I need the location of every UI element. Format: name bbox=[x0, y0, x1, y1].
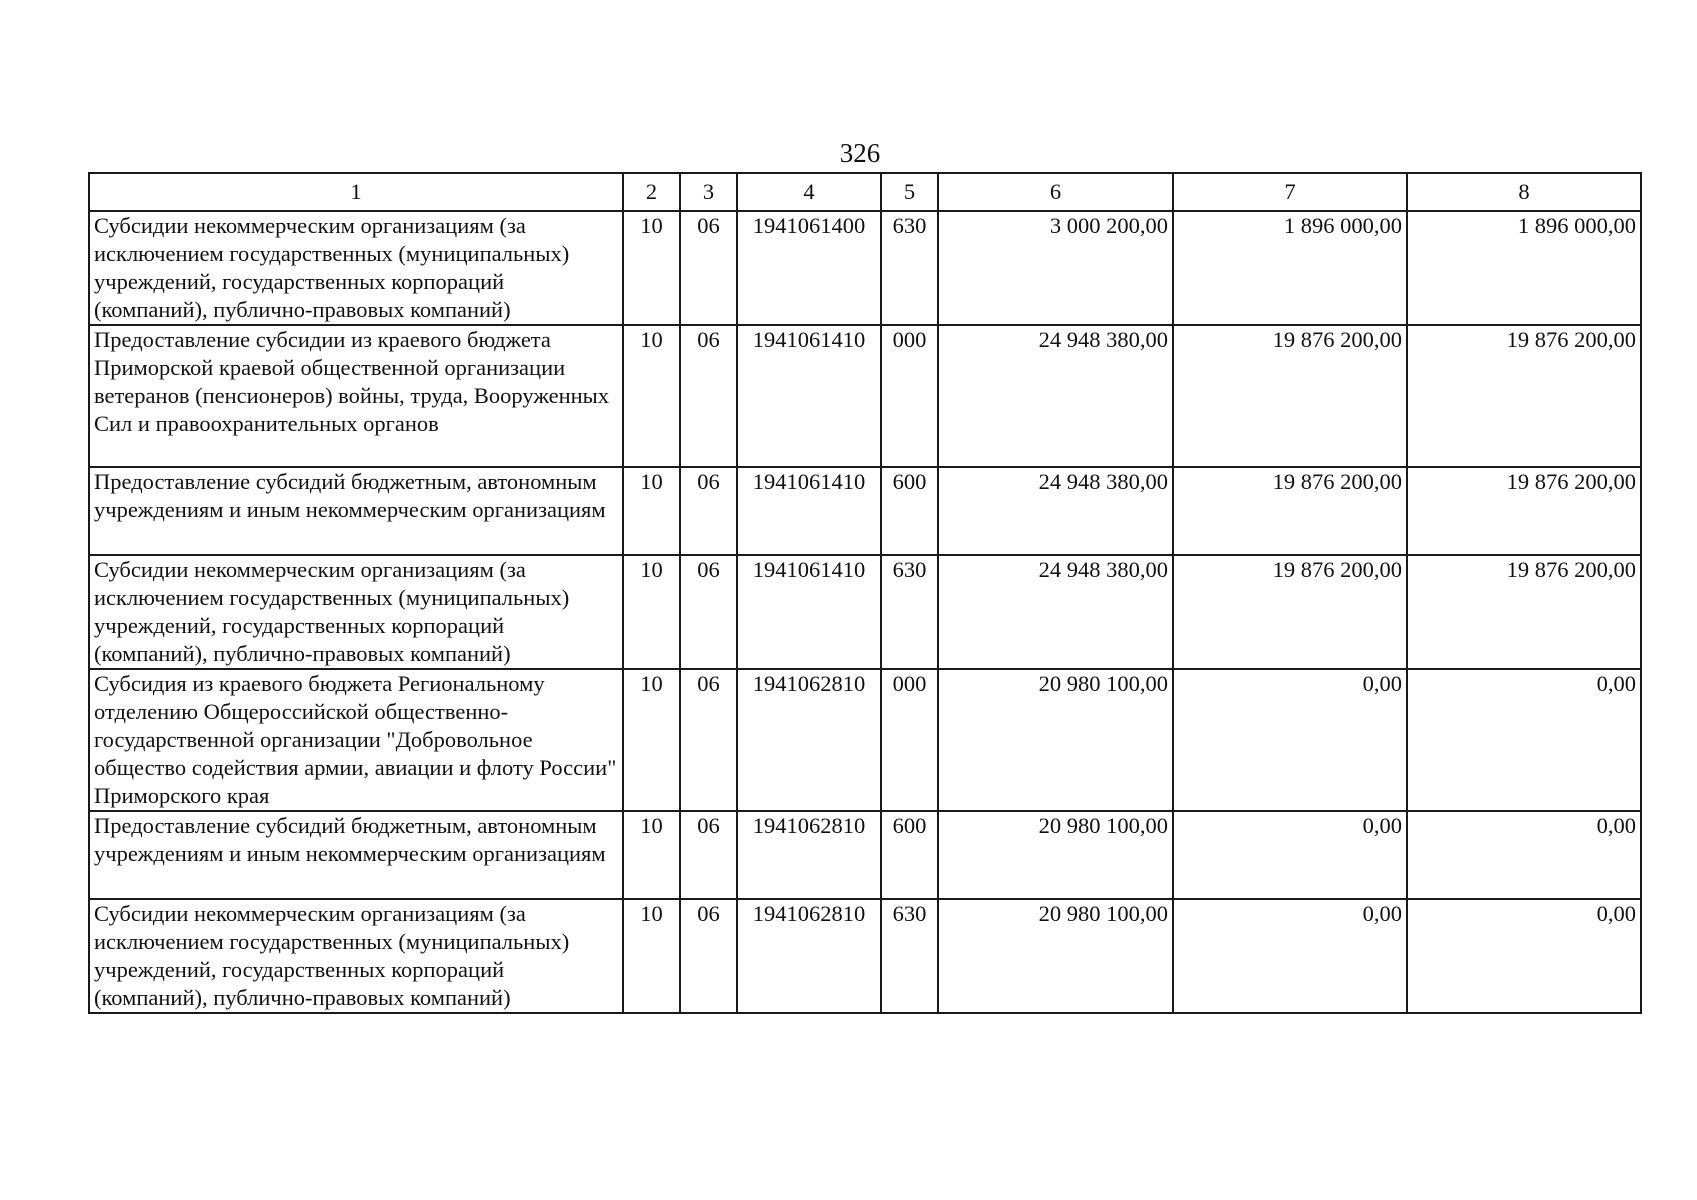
budget-table bbox=[88, 172, 1642, 1014]
column-header: 5 bbox=[881, 173, 938, 211]
expense-type-code: 600 bbox=[881, 467, 938, 555]
amount-col-7: 19 876 200,00 bbox=[1173, 467, 1407, 555]
section-code: 10 bbox=[623, 211, 680, 325]
row-name: Субсидии некоммерческим организациям (за исключением государственных (муниципальных) учреждений, государственных корпораций (компаний), публично-правовых компаний) bbox=[89, 211, 623, 325]
amount-col-7: 1 896 000,00 bbox=[1173, 211, 1407, 325]
subsection-code: 06 bbox=[680, 669, 737, 811]
amount-col-6: 24 948 380,00 bbox=[938, 555, 1173, 669]
row-name: Субсидии некоммерческим организациям (за исключением государственных (муниципальных) учреждений, государственных корпораций (компаний), публично-правовых компаний) bbox=[89, 555, 623, 669]
page-number: 326 bbox=[839, 138, 881, 168]
subsection-code: 06 bbox=[680, 467, 737, 555]
target-article-code: 1941061410 bbox=[737, 555, 881, 669]
amount-col-7: 0,00 bbox=[1173, 899, 1407, 1013]
target-article-code: 1941061410 bbox=[737, 325, 881, 467]
target-article-code: 1941061410 bbox=[737, 467, 881, 555]
amount-col-8: 0,00 bbox=[1407, 811, 1641, 899]
section-code: 10 bbox=[623, 811, 680, 899]
target-article-code: 1941062810 bbox=[737, 669, 881, 811]
amount-col-6: 20 980 100,00 bbox=[938, 899, 1173, 1013]
amount-col-6: 3 000 200,00 bbox=[938, 211, 1173, 325]
expense-type-code: 630 bbox=[881, 211, 938, 325]
amount-col-6: 20 980 100,00 bbox=[938, 811, 1173, 899]
table-row bbox=[89, 325, 1641, 467]
column-header: 8 bbox=[1407, 173, 1641, 211]
row-name: Предоставление субсидий бюджетным, автономным учреждениям и иным некоммерческим организациям bbox=[89, 811, 623, 899]
row-name: Субсидии некоммерческим организациям (за исключением государственных (муниципальных) учреждений, государственных корпораций (компаний), публично-правовых компаний) bbox=[89, 899, 623, 1013]
column-header: 7 bbox=[1173, 173, 1407, 211]
amount-col-8: 19 876 200,00 bbox=[1407, 467, 1641, 555]
subsection-code: 06 bbox=[680, 811, 737, 899]
amount-col-6: 24 948 380,00 bbox=[938, 325, 1173, 467]
amount-col-8: 0,00 bbox=[1407, 899, 1641, 1013]
section-code: 10 bbox=[623, 899, 680, 1013]
amount-col-7: 0,00 bbox=[1173, 669, 1407, 811]
table-header-row bbox=[89, 173, 1641, 211]
expense-type-code: 630 bbox=[881, 899, 938, 1013]
section-code: 10 bbox=[623, 669, 680, 811]
column-header: 3 bbox=[680, 173, 737, 211]
row-name: Предоставление субсидии из краевого бюджета Приморской краевой общественной организации ветеранов (пенсионеров) войны, труда, Вооруженных Сил и правоохранительных органов bbox=[89, 325, 623, 467]
amount-col-7: 19 876 200,00 bbox=[1173, 325, 1407, 467]
target-article-code: 1941061400 bbox=[737, 211, 881, 325]
column-header: 2 bbox=[623, 173, 680, 211]
table-row bbox=[89, 211, 1641, 325]
amount-col-7: 19 876 200,00 bbox=[1173, 555, 1407, 669]
subsection-code: 06 bbox=[680, 555, 737, 669]
subsection-code: 06 bbox=[680, 325, 737, 467]
target-article-code: 1941062810 bbox=[737, 811, 881, 899]
table-row bbox=[89, 467, 1641, 555]
section-code: 10 bbox=[623, 325, 680, 467]
amount-col-8: 19 876 200,00 bbox=[1407, 555, 1641, 669]
table-row bbox=[89, 555, 1641, 669]
amount-col-8: 0,00 bbox=[1407, 669, 1641, 811]
expense-type-code: 000 bbox=[881, 669, 938, 811]
subsection-code: 06 bbox=[680, 211, 737, 325]
expense-type-code: 600 bbox=[881, 811, 938, 899]
amount-col-8: 1 896 000,00 bbox=[1407, 211, 1641, 325]
target-article-code: 1941062810 bbox=[737, 899, 881, 1013]
column-header: 4 bbox=[737, 173, 881, 211]
section-code: 10 bbox=[623, 467, 680, 555]
row-name: Субсидия из краевого бюджета Региональному отделению Общероссийской общественно-государственной организации "Добровольное общество содействия армии, авиации и флоту России" Приморского края bbox=[89, 669, 623, 811]
row-name: Предоставление субсидий бюджетным, автономным учреждениям и иным некоммерческим организациям bbox=[89, 467, 623, 555]
column-header: 6 bbox=[938, 173, 1173, 211]
amount-col-6: 20 980 100,00 bbox=[938, 669, 1173, 811]
table-row bbox=[89, 669, 1641, 811]
expense-type-code: 000 bbox=[881, 325, 938, 467]
amount-col-8: 19 876 200,00 bbox=[1407, 325, 1641, 467]
table-row bbox=[89, 899, 1641, 1013]
amount-col-7: 0,00 bbox=[1173, 811, 1407, 899]
section-code: 10 bbox=[623, 555, 680, 669]
subsection-code: 06 bbox=[680, 899, 737, 1013]
amount-col-6: 24 948 380,00 bbox=[938, 467, 1173, 555]
expense-type-code: 630 bbox=[881, 555, 938, 669]
column-header: 1 bbox=[89, 173, 623, 211]
table-row bbox=[89, 811, 1641, 899]
